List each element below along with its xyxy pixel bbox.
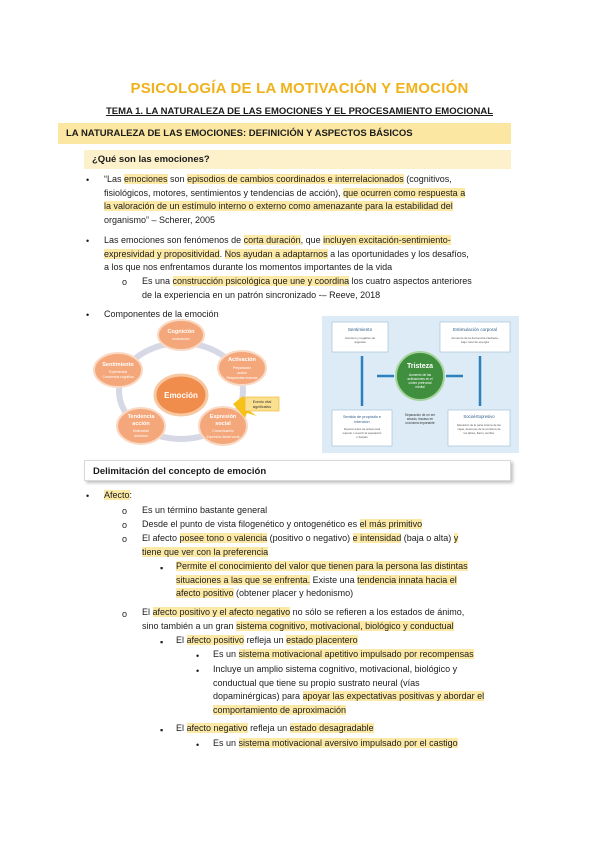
svg-text:Tristeza: Tristeza [406, 363, 434, 370]
document-title: PSICOLOGÍA DE LA MOTIVACIÓN Y EMOCIÓN [130, 80, 469, 97]
svg-text:Experiencia: Experiencia [109, 370, 127, 374]
svg-text:Evento vital: Evento vital [252, 400, 272, 404]
svg-text:acción: acción [237, 371, 247, 375]
svg-text:dirección: dirección [134, 434, 148, 438]
sub-bullet-circle: o [122, 277, 128, 287]
sub-sub-bullet-square: ▪ [160, 637, 164, 647]
svg-text:Superar antes de actuar para: Superar antes de actuar para [343, 427, 381, 431]
svg-text:Sentimiento: Sentimiento [347, 327, 373, 332]
bullet-dot: • [86, 491, 90, 501]
afecto-point-2: Desde el punto de vista filogenético y ontogenético es el más primitivo [142, 519, 423, 529]
aversive-system-point: Es un sistema motivacional aversivo impulsado por el castigo [213, 738, 458, 748]
bullet-dot: • [196, 651, 200, 661]
construction-paragraph: Es una construcción psicológica que une y coordina los cuatro aspectos anteriores de la experiencia en un patrón sincronizado -– Reeve, 2018 [142, 276, 472, 300]
afecto-label: Afecto: [104, 490, 133, 500]
svg-text:Expresión facial vocal: Expresión facial vocal [206, 435, 240, 439]
sub-bullet-circle: o [122, 520, 128, 530]
svg-text:Tendencia: Tendencia [127, 414, 155, 420]
svg-text:Conciencia cognitiva: Conciencia cognitiva [102, 375, 134, 379]
svg-text:Expresión: Expresión [209, 414, 237, 420]
svg-text:Sentimiento: Sentimiento [102, 362, 134, 368]
svg-text:Comunicación: Comunicación [212, 429, 234, 433]
afecto-point-3: El afecto posee tono o valencia (positivo o negativo) e intensidad (baja o alta) y tiene que ver con la preferencia [142, 533, 459, 557]
svg-text:evaluación: evaluación [172, 337, 190, 341]
sub-bullet-circle: o [122, 534, 128, 544]
svg-text:superar o revertir la separaci: superar o revertir la separación [342, 431, 382, 435]
emotion-components-diagram [85, 318, 290, 455]
svg-text:bajo nivel de energía: bajo nivel de energía [461, 340, 489, 344]
svg-text:Motivación: Motivación [132, 429, 150, 433]
sub-bullet-circle: o [122, 609, 128, 619]
appetitive-system-point: Es un sistema motivacional apetitivo impulsado por recompensas [213, 649, 474, 659]
svg-text:angustia: angustia [354, 340, 366, 344]
svg-text:activaciones en el: activaciones en el [407, 377, 433, 381]
svg-text:o fracaso: o fracaso [356, 435, 368, 439]
svg-text:significativo: significativo [252, 405, 272, 409]
bullet-dot: • [196, 740, 200, 750]
svg-text:Preparación: Preparación [232, 366, 252, 370]
svg-text:Estimulación corporal: Estimulación corporal [453, 327, 497, 332]
svg-text:córtex prefrontal: córtex prefrontal [408, 381, 432, 385]
duration-paragraph: Las emociones son fenómenos de corta duración, que incluyen excitación-sentimiento- expresividad y propositividad. Nos ayudan a adaptarnos a las oportunidades y los desafíos, a los que nos enfrentamos durante los momentos importantes de la vida [104, 235, 469, 273]
bullet-dot: • [196, 666, 200, 676]
sub-sub-bullet-square: ▪ [160, 563, 164, 573]
components-label: Componentes de la emoción [104, 309, 219, 319]
bullet-dot: • [86, 175, 90, 185]
svg-text:cejas, descenso de la comisura: cejas, descenso de la comisura de [457, 427, 501, 431]
bullet-dot: • [86, 310, 90, 320]
svg-text:los labios, llanto, temblor: los labios, llanto, temblor [463, 431, 495, 435]
section-heading: LA NATURALEZA DE LAS EMOCIONES: DEFINICIÓN Y ASPECTOS BÁSICOS [58, 123, 511, 144]
sub-bullet-circle: o [122, 506, 128, 516]
definition-paragraph: “Las emociones son episodios de cambios coordinados e interrelacionados (cognitivos, fisiológicos, motores, sentimientos y tendencias de acción), que ocurren como respuesta a la valoración de un estímulo interno o externo como amenazante para la estabilidad del organismo” – Scherer, 2005 [104, 174, 466, 225]
afecto-point-1: Es un término bastante general [142, 505, 268, 515]
svg-text:intención: intención [354, 420, 370, 424]
afecto-point-4: El afecto positivo y el afecto negativo no sólo se refieren a los estados de ánimo, sino también a un gran sistema cognitivo, motivacional, biológico y conductual [142, 607, 465, 631]
svg-text:amado, fracaso en: amado, fracaso en [406, 417, 434, 421]
sadness-example-diagram [322, 316, 519, 453]
delimitation-heading: Delimitación del concepto de emoción [84, 460, 511, 481]
svg-text:Social-Expresivo: Social-Expresivo [463, 414, 495, 419]
topic-subtitle: TEMA 1. LA NATURALEZA DE LAS EMOCIONES Y EL PROCESAMIENTO EMOCIONAL [105, 106, 494, 117]
bullet-dot: • [86, 236, 90, 246]
negative-affect-point: El afecto negativo refleja un estado desagradable [176, 723, 374, 733]
svg-text:Sentido de propósito e: Sentido de propósito e [343, 415, 381, 419]
positive-affect-point: El afecto positivo refleja un estado placentero [176, 635, 358, 645]
svg-text:Aumento de la frecuencia cardí: Aumento de la frecuencia cardíaca, [451, 336, 499, 340]
sub-sub-bullet-square: ▪ [160, 725, 164, 735]
svg-text:social: social [215, 421, 231, 427]
svg-text:Activación: Activación [228, 357, 256, 363]
svg-text:medial: medial [415, 385, 425, 389]
broad-system-point: Incluye un amplio sistema cognitivo, motivacional, biológico y conductual que tiene su propio sustrato neural (vías dopaminérgicas) para apoyar las expectativas positivas y abordar el comportamiento de aproximación [213, 664, 485, 715]
svg-text:Aversivo y negativo de: Aversivo y negativo de [344, 336, 376, 340]
svg-text:Cognición: Cognición [167, 329, 195, 335]
question-heading: ¿Qué son las emociones? [84, 150, 511, 169]
svg-text:Emoción: Emoción [164, 391, 198, 400]
value-knowledge-point: Permite el conocimiento del valor que tienen para la persona las distintas situaciones a las que se enfrenta. Existe una tendencia innata hacia el afecto positivo (obtener placer y hedonismo) [176, 561, 468, 599]
svg-text:Separación de un ser: Separación de un ser [404, 413, 436, 417]
svg-text:una tarea importante: una tarea importante [405, 421, 435, 425]
svg-text:Elevación de la parte interna: Elevación de la parte interna de las [457, 423, 501, 427]
svg-text:acción: acción [132, 421, 150, 427]
svg-text:Respuestas motoras: Respuestas motoras [226, 376, 258, 380]
svg-text:Aumento de las: Aumento de las [408, 373, 432, 377]
